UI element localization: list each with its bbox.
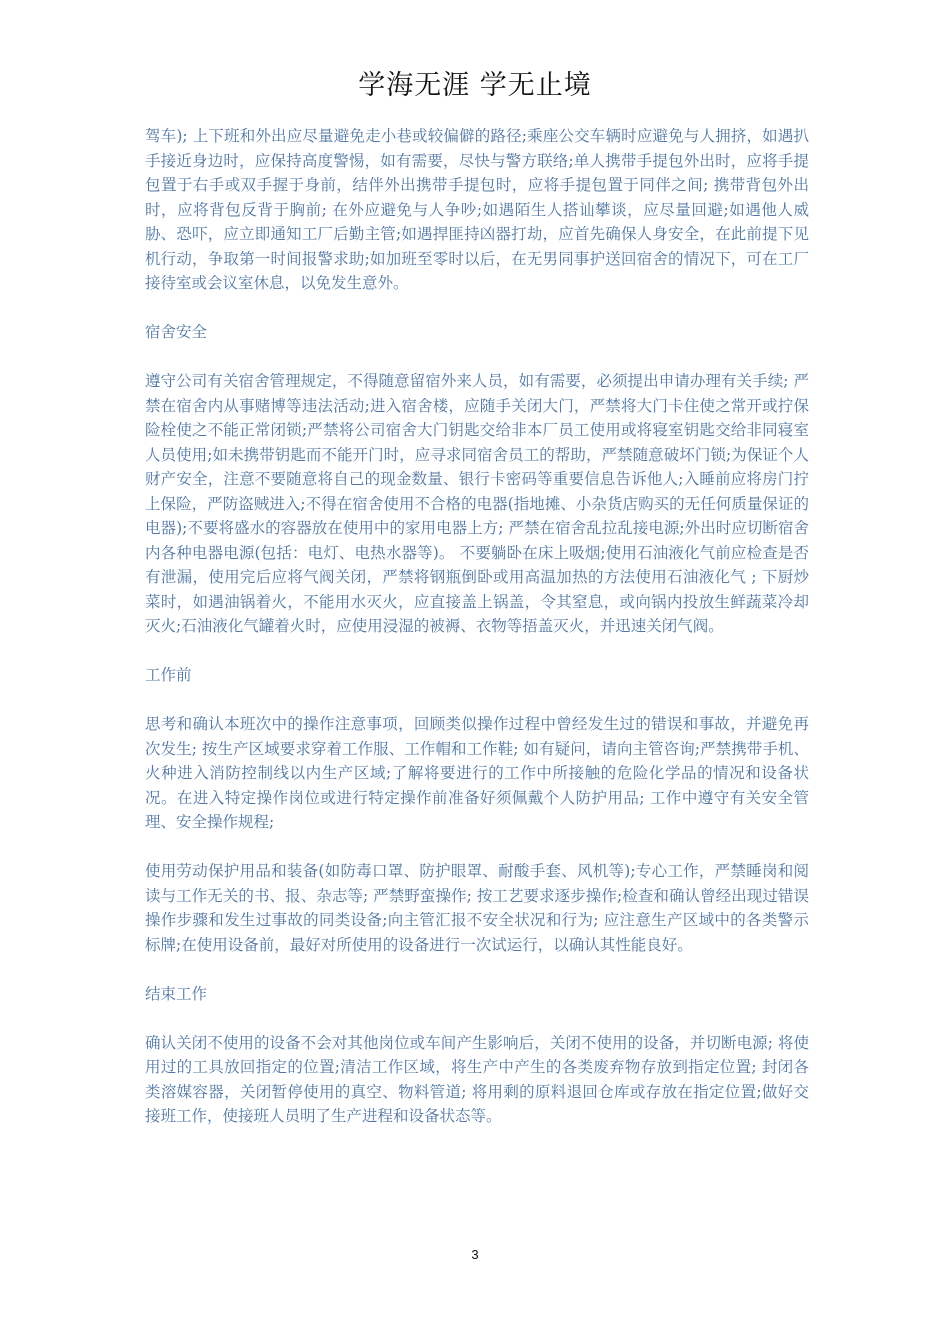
- paragraph-travel-safety: 驾车); 上下班和外出应尽量避免走小巷或较偏僻的路径;乘座公交车辆时应避免与人拥挤，如遇扒手接近身边时，应保持高度警惕，如有需要，尽快与警方联络;单人携带手提包外出时，应将手提包置于右手或双手握于身前，结伴外出携带手提包时，应将手提包置于同伴之间; 携带背包外出时，应将背包反背于胸前; 在外应避免与人争吵;如遇陌生人搭讪攀谈，应尽量回避;如遇他人威胁、恐吓，应立即通知工厂后勤主管;如遇捍匪持凶器打劫，应首先确保人身安全，在此前提下见机行动，争取第一时间报警求助;如加班至零时以后，在无男同事护送回宿舍的情况下，可在工厂接待室或会议室休息，以免发生意外。: [145, 127, 809, 292]
- document-body: [145, 124, 809, 1129]
- section-heading-end-work: 结束工作: [145, 984, 208, 1003]
- paragraph-gap: [145, 688, 809, 713]
- paragraph-before-work: 思考和确认本班次中的操作注意事项，回顾类似操作过程中曾经发生过的错误和事故，并避免再次发生; 按生产区域要求穿着工作服、工作帽和工作鞋; 如有疑问，请向主管咨询;严禁携带手机、火种进入消防控制线以内生产区域;了解将要进行的工作中所接触的危险化学品的情况和设备状况。在进入特定操作岗位或进行特定操作前准备好须佩戴个人防护用品; 工作中遵守有关安全管理、安全操作规程;: [145, 715, 809, 831]
- paragraph-protective-equipment: 使用劳动保护用品和装备(如防毒口罩、防护眼罩、耐酸手套、风机等);专心工作，严禁睡岗和阅读与工作无关的书、报、杂志等; 严禁野蛮操作; 按工艺要求逐步操作;检查和确认曾经出现过错误操作步骤和发生过事故的同类设备;向主管汇报不安全状况和行为; 应注意生产区域中的各类警示标牌;在使用设备前，最好对所使用的设备进行一次试运行，以确认其性能良好。: [145, 862, 809, 954]
- paragraph-gap: [145, 1006, 809, 1031]
- paragraph-end-work: 确认关闭不使用的设备不会对其他岗位或车间产生影响后，关闭不使用的设备，并切断电源; 将使用过的工具放回指定的位置;清洁工作区域，将生产中产生的各类废弃物存放到指定位置; 封闭各类溶媒容器，关闭暂停使用的真空、物料管道; 将用剩的原料退回仓库或存放在指定位置;做好交接班工作，使接班人员明了生产进程和设备状态等。: [145, 1033, 809, 1125]
- paragraph-gap: [145, 639, 809, 664]
- paragraph-gap: [145, 345, 809, 370]
- section-heading-dormitory-safety: 宿舍安全: [145, 323, 208, 341]
- paragraph-dormitory-rules: 遵守公司有关宿舍管理规定，不得随意留宿外来人员，如有需要，必须提出申请办理有关手续; 严禁在宿舍内从事赌博等违法活动;进入宿舍楼，应随手关闭大门，严禁将大门卡住使之常开或拧保险栓使之不能正常闭锁;严禁将公司宿舍大门钥匙交给非本厂员工使用或将寝室钥匙交给非同寝室人员使用;如未携带钥匙而不能开门时，应寻求同宿舍员工的帮助，严禁随意破坏门锁;为保证个人财产安全，注意不要随意将自己的现金数量、银行卡密码等重要信息告诉他人;入睡前应将房门拧上保险，严防盗贼进入;不得在宿舍使用不合格的电器(指地摊、小杂货店购买的无任何质量保证的电器);不要将盛水的容器放在使用中的家用电器上方; 严禁在宿舍乱拉乱接电源;外出时应切断宿舍内各种电器电源(包括：电灯、电热水器等)。 不要躺卧在床上吸烟;使用石油液化气前应检查是否有泄漏，使用完后应将气阀关闭，严禁将钢瓶倒卧或用高温加热的方法使用石油液化气 ; 下厨炒菜时，如遇油锅着火，不能用水灭火，应直接盖上锅盖，令其窒息，或向锅内投放生鲜蔬菜冷却灭火;石油液化气罐着火时，应使用浸湿的被褥、衣物等捂盖灭火，并迅速关闭气阀。: [145, 372, 809, 635]
- page-header-title: 学海无涯 学无止境: [358, 70, 592, 101]
- paragraph-gap: [145, 957, 809, 982]
- paragraph-gap: [145, 296, 809, 321]
- paragraph-gap: [145, 835, 809, 860]
- page-number: 3: [471, 1247, 479, 1262]
- section-heading-before-work: 工作前: [145, 666, 192, 684]
